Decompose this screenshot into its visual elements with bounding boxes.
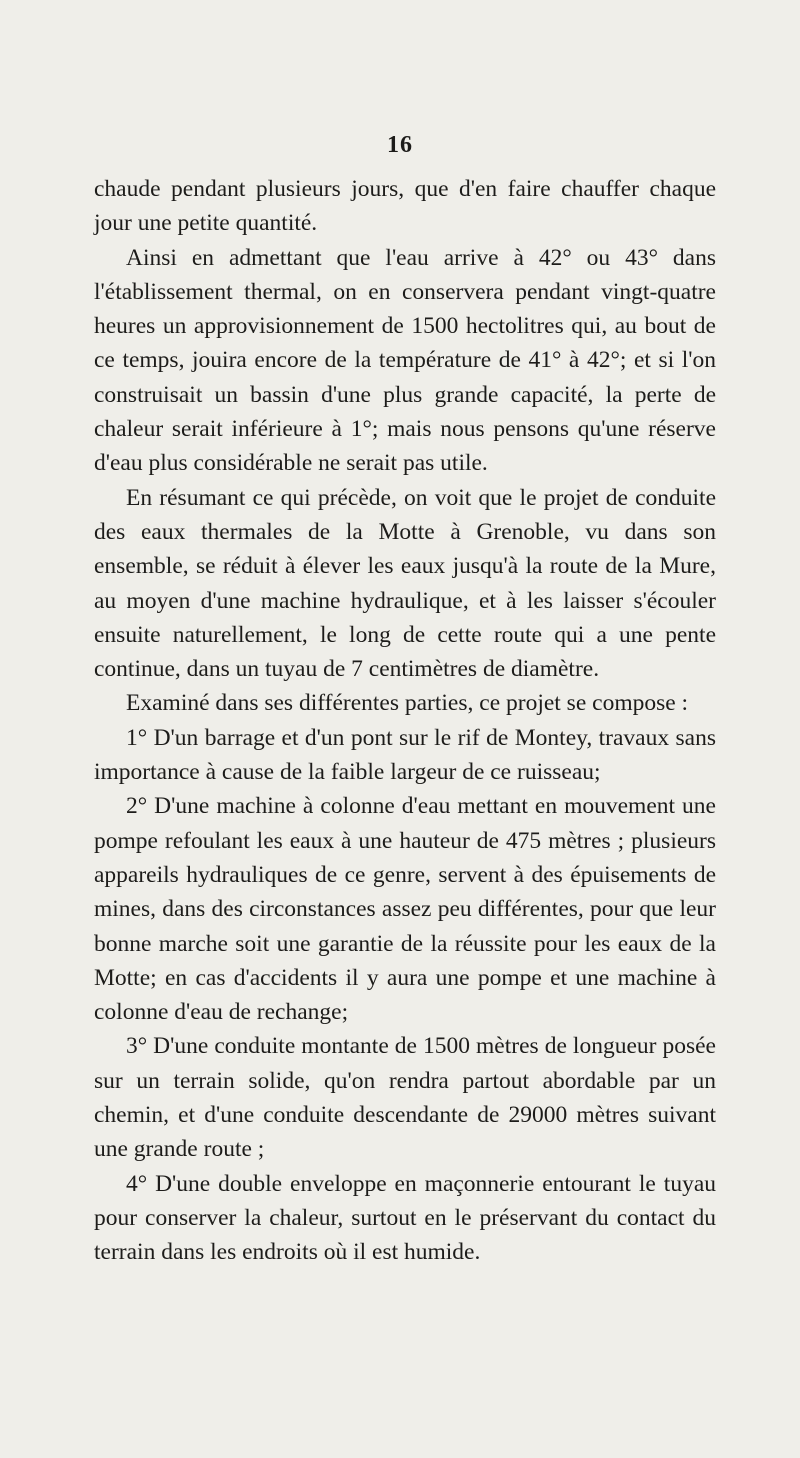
body-text xyxy=(94,172,716,1270)
list-item-2: 2° D'une machine à colonne d'eau mettant en mouvement une pompe refoulant les eaux à une hauteur de 475 mètres ; plusieurs appareils hydrauliques de ce genre, servent à des épuisements de mines, dans des circonstances assez peu différentes, pour que leur bonne marche soit une garantie de la réussite pour les eaux de la Motte; en cas d'accidents il y aura une pompe et une machine à colonne d'eau de rechange; xyxy=(94,793,716,1026)
page-number: 16 xyxy=(387,132,413,158)
list-item-4: 4° D'une double enveloppe en maçonnerie entourant le tuyau pour conserver la chaleur, surtout en le préservant du contact du terrain dans les endroits où il est humide. xyxy=(94,1170,716,1266)
list-item-1: 1° D'un barrage et d'un pont sur le rif de Montey, travaux sans importance à cause de la faible largeur de ce ruisseau; xyxy=(94,724,716,786)
paragraph-1: chaude pendant plusieurs jours, que d'en faire chauffer chaque jour une petite quantité. xyxy=(94,176,716,237)
list-item-3: 3° D'une conduite montante de 1500 mètres de longueur posée sur un terrain solide, qu'on rendra partout abordable par un chemin, et d'une conduite descendante de 29000 mètres suivant une grande route ; xyxy=(94,1033,716,1163)
paragraph-3: En résumant ce qui précède, on voit que le projet de conduite des eaux thermales de la Motte à Grenoble, vu dans son ensemble, se réduit à élever les eaux jusqu'à la route de la Mure, au moyen d'une machine hydraulique, et à les laisser s'écouler ensuite naturellement, le long de cette route qui a une pente continue, dans un tuyau de 7 centimètres de diamètre. xyxy=(94,484,716,683)
paragraph-2: Ainsi en admettant que l'eau arrive à 42° ou 43° dans l'établissement thermal, on en conservera pendant vingt-quatre heures un approvisionnement de 1500 hectolitres qui, au bout de ce temps, jouira encore de la température de 41° à 42°; et si l'on construisait un bassin d'une plus grande capacité, la perte de chaleur serait inférieure à 1°; mais nous pensons qu'une réserve d'eau plus considérable ne serait pas utile. xyxy=(94,244,716,477)
paragraph-4: Examiné dans ses différentes parties, ce projet se compose : xyxy=(126,690,689,717)
